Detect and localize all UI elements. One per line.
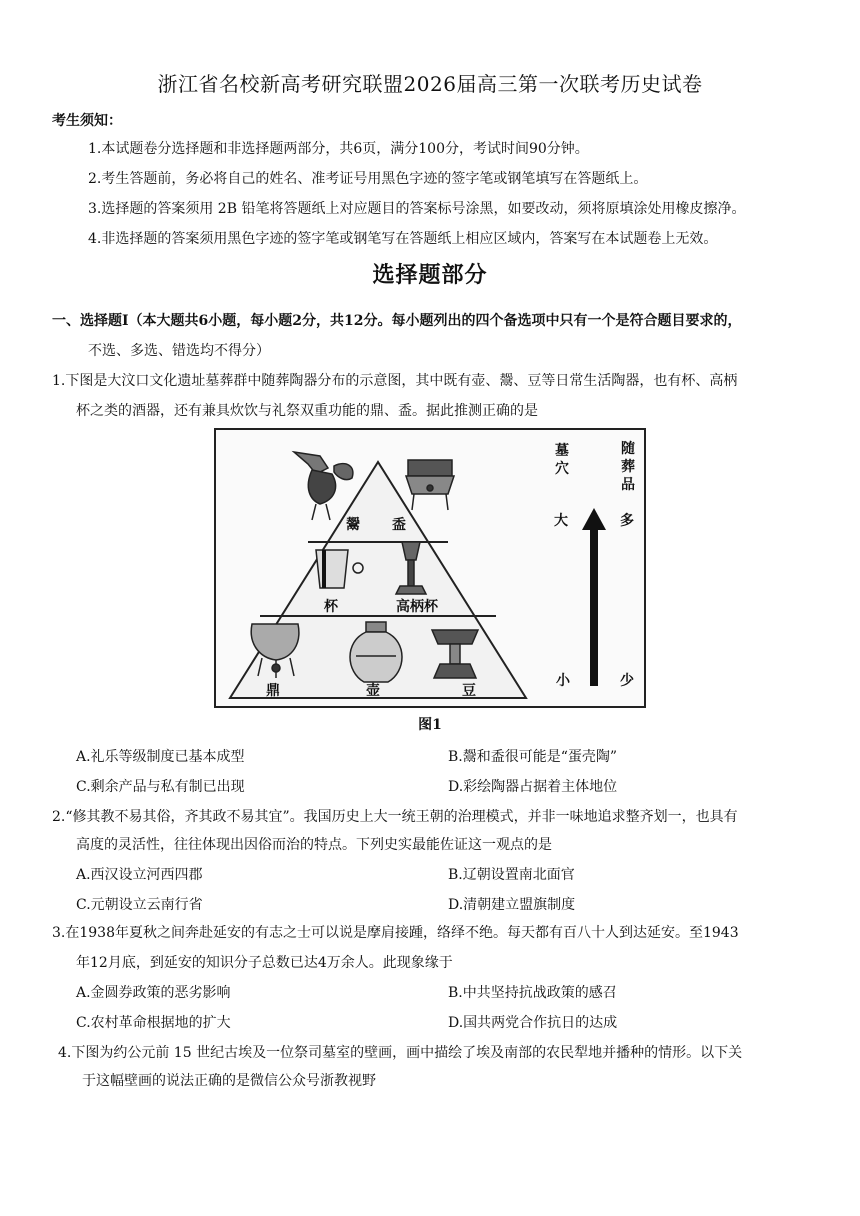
label-bei: 杯	[324, 599, 338, 615]
gui-vessel-drawing	[294, 452, 353, 520]
axis-right-bottom: 少	[620, 673, 634, 689]
q3-option-b[interactable]: B.中共坚持抗战政策的感召	[448, 985, 617, 1001]
q1-option-b[interactable]: B.鬶和盉很可能是“蛋壳陶”	[448, 749, 618, 765]
label-gaobingbei: 高柄杯	[396, 599, 438, 615]
q1-figure-caption: 图1	[418, 717, 442, 733]
q2-stem-line1: 2.“修其教不易其俗，齐其政不易其宜”。我国历史上大一统王朝的治理模式，并非一味地追求整齐划一，也具有	[52, 809, 738, 825]
q2-option-c[interactable]: C.元朝设立云南行省	[76, 897, 203, 913]
axis-right-title: 随葬品	[621, 441, 635, 493]
label-ding: 鼎	[266, 683, 280, 699]
q3-stem-line1: 3.在1938年夏秋之间奔赴延安的有志之士可以说是摩肩接踵，络绎不绝。每天都有百八十人到达延安。至1943	[52, 925, 739, 941]
q4-stem-line2: 于这幅壁画的说法正确的是微信公众号浙教视野	[82, 1073, 376, 1089]
q1-stem-line2: 杯之类的酒器，还有兼具炊饮与礼祭双重功能的鼎、盉。据此推测正确的是	[76, 403, 538, 419]
axis-right-top: 多	[620, 513, 634, 529]
q3-option-d[interactable]: D.国共两党合作抗日的达成	[448, 1015, 618, 1031]
q1-option-c[interactable]: C.剩余产品与私有制已出现	[76, 779, 245, 795]
label-hu: 壶	[366, 683, 380, 699]
axis-left-top: 大	[554, 513, 568, 529]
part1-heading-line1: 一、选择题Ⅰ（本大题共6小题，每小题2分，共12分。每小题列出的四个备选项中只有一个是符合题目要求的，	[52, 313, 742, 329]
q1-option-d[interactable]: D.彩绘陶器占据着主体地位	[448, 779, 618, 795]
label-gui: 鬶	[346, 517, 360, 533]
q3-option-c[interactable]: C.农村革命根据地的扩大	[76, 1015, 231, 1031]
q3-option-a[interactable]: A.金圆券政策的恶劣影响	[76, 985, 231, 1001]
q2-stem-line2: 高度的灵活性，往往体现出因俗而治的特点。下列史实最能佐证这一观点的是	[76, 837, 552, 853]
notice-heading: 考生须知：	[52, 113, 122, 129]
notice-item-4: 4.非选择题的答案须用黑色字迹的签字笔或钢笔写在答题纸上相应区域内，答案写在本试题卷上无效。	[88, 231, 718, 247]
notice-item-1: 1.本试题卷分选择题和非选择题两部分，共6页，满分100分，考试时间90分钟。	[88, 141, 589, 157]
q2-option-b[interactable]: B.辽朝设置南北面官	[448, 867, 575, 883]
axis-left-title: 墓穴	[555, 443, 569, 477]
q1-option-a[interactable]: A.礼乐等级制度已基本成型	[76, 749, 245, 765]
he-vessel-drawing	[406, 460, 454, 510]
axis-left-bottom: 小	[556, 673, 570, 689]
q1-stem-line1: 1.下图是大汶口文化遗址墓葬群中随葬陶器分布的示意图，其中既有壶、鬶、豆等日常生活陶器，也有杯、高柄	[52, 373, 738, 389]
label-dou: 豆	[462, 683, 476, 699]
pottery-pyramid-diagram	[216, 430, 644, 706]
exam-title: 浙江省名校新高考研究联盟2026届高三第一次联考历史试卷	[157, 72, 703, 96]
notice-item-3: 3.选择题的答案须用 2B 铅笔将答题纸上对应题目的答案标号涂黑，如要改动，须将原填涂处用橡皮擦净。	[88, 201, 746, 217]
section-title: 选择题部分	[372, 262, 488, 288]
size-arrow-head	[582, 508, 606, 530]
part1-heading-line2: 不选、多选、错选均不得分）	[88, 343, 270, 359]
notice-item-2: 2.考生答题前，务必将自己的姓名、准考证号用黑色字迹的签字笔或钢笔填写在答题纸上。	[88, 171, 648, 187]
q2-option-d[interactable]: D.清朝建立盟旗制度	[448, 897, 576, 913]
q4-stem-line1: 4.下图为约公元前 15 世纪古埃及一位祭司墓室的壁画，画中描绘了埃及南部的农民犁地并播种的情形。以下关	[58, 1045, 743, 1061]
label-he: 盉	[392, 517, 406, 533]
q2-option-a[interactable]: A.西汉设立河西四郡	[76, 867, 203, 883]
q1-figure	[214, 428, 646, 708]
q3-stem-line2: 年12月底，到延安的知识分子总数已达4万余人。此现象缘于	[76, 955, 453, 971]
